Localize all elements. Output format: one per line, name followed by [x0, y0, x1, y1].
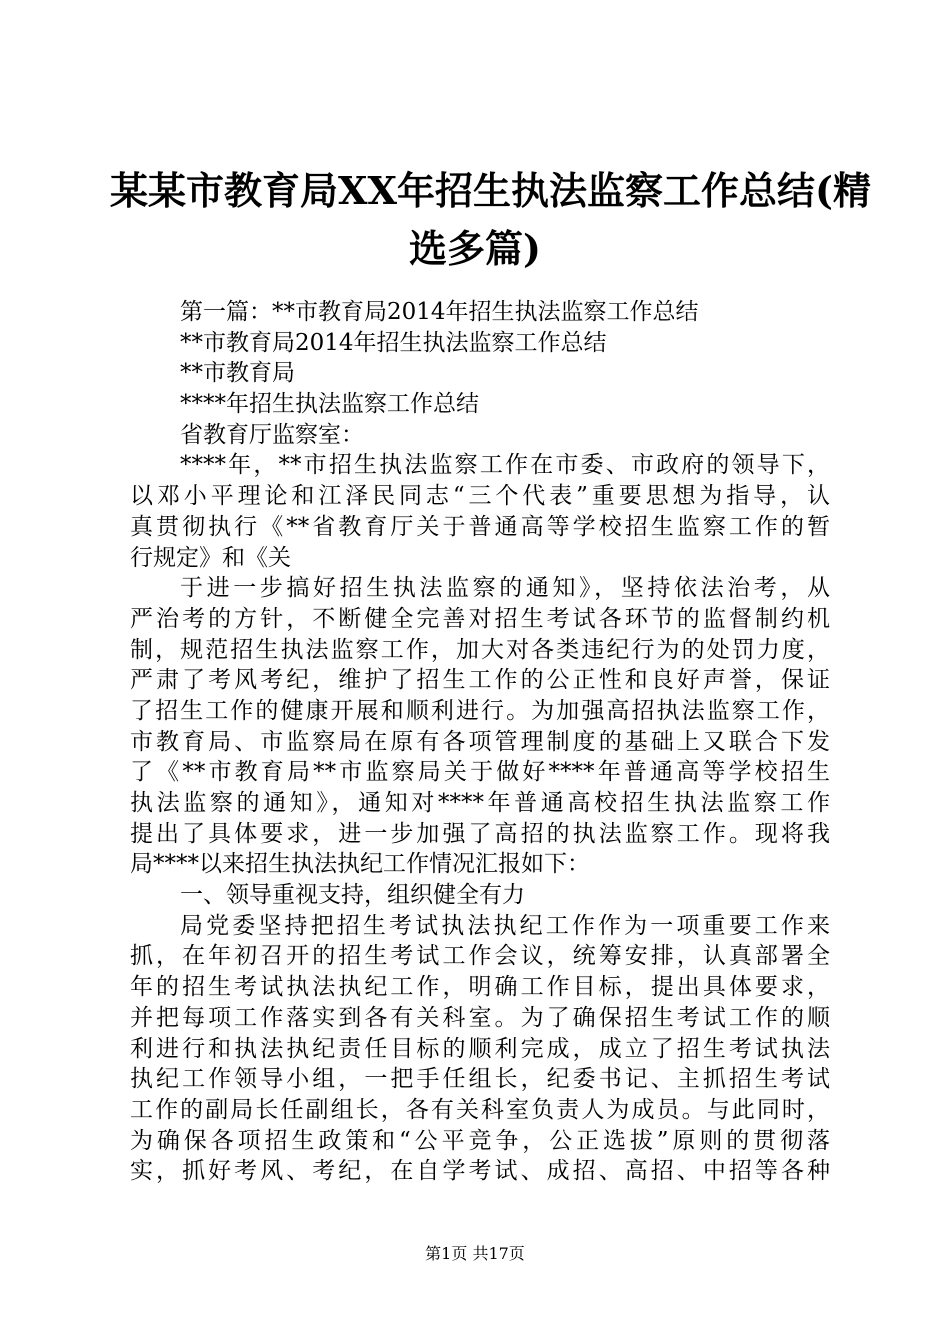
body-line: 抓，在年初召开的招生考试工作会议，统筹安排，认真部署全 [130, 943, 830, 970]
document-body [130, 297, 830, 1187]
body-line: ****年，**市招生执法监察工作在市委、市政府的领导下， [180, 452, 830, 479]
body-line: 一、领导重视支持，组织健全有力 [180, 882, 525, 909]
body-line: 了《**市教育局**市监察局关于做好****年普通高等学校招生 [130, 759, 830, 786]
body-line: 于进一步搞好招生执法监察的通知》，坚持依法治考，从 [180, 575, 830, 602]
body-line: 工作的副局长任副组长，各有关科室负责人为成员。与此同时， [130, 1096, 830, 1123]
body-line: 第一篇：**市教育局2014年招生执法监察工作总结 [180, 299, 699, 325]
title-line-1: 某某市教育局XX年招生执法监察工作总结(精 [110, 168, 871, 213]
body-line: 严肃了考风考纪，维护了招生工作的公正性和良好声誉，保证 [130, 667, 830, 694]
body-line: 局党委坚持把招生考试执法执纪工作作为一项重要工作来 [180, 912, 830, 939]
body-line: 年的招生考试执法执纪工作，明确工作目标，提出具体要求， [130, 974, 830, 1001]
body-line: 执纪工作领导小组，一把手任组长，纪委书记、主抓招生考试 [130, 1066, 830, 1093]
body-line: 提出了具体要求，进一步加强了高招的执法监察工作。现将我 [130, 820, 830, 847]
body-line: 市教育局、市监察局在原有各项管理制度的基础上又联合下发 [130, 728, 830, 755]
page-footer: 第1页 共17页 [425, 1244, 525, 1263]
body-line: 为确保各项招生政策和“公平竞争，公正选拔”原则的贯彻落 [130, 1127, 830, 1154]
body-line: 局****以来招生执法执纪工作情况汇报如下： [130, 851, 590, 878]
body-line: **市教育局2014年招生执法监察工作总结 [180, 329, 607, 356]
body-line: 了招生工作的健康开展和顺利进行。为加强高招执法监察工作， [130, 697, 830, 724]
body-line: 严治考的方针，不断健全完善对招生考试各环节的监督制约机 [130, 605, 830, 632]
body-line: 制，规范招生执法监察工作，加大对各类违纪行为的处罚力度， [130, 636, 830, 663]
body-line: 执法监察的通知》，通知对****年普通高校招生执法监察工作 [130, 790, 830, 816]
body-line: 行规定》和《关 [130, 544, 291, 571]
title-line-2: 选多篇) [409, 226, 541, 271]
body-line: 真贯彻执行《**省教育厅关于普通高等学校招生监察工作的暂 [130, 513, 830, 540]
body-line: **市教育局 [180, 360, 295, 387]
body-line: 实，抓好考风、考纪，在自学考试、成招、高招、中招等各种 [130, 1158, 830, 1185]
body-line: 并把每项工作落实到各有关科室。为了确保招生考试工作的顺 [130, 1004, 830, 1031]
body-line: 利进行和执法执纪责任目标的顺利完成，成立了招生考试执法 [130, 1035, 830, 1062]
body-line: 省教育厅监察室： [180, 421, 364, 448]
document-title [110, 162, 871, 278]
body-line: 以邓小平理论和江泽民同志“三个代表”重要思想为指导，认 [130, 483, 830, 510]
body-line: ****年招生执法监察工作总结 [180, 391, 479, 418]
